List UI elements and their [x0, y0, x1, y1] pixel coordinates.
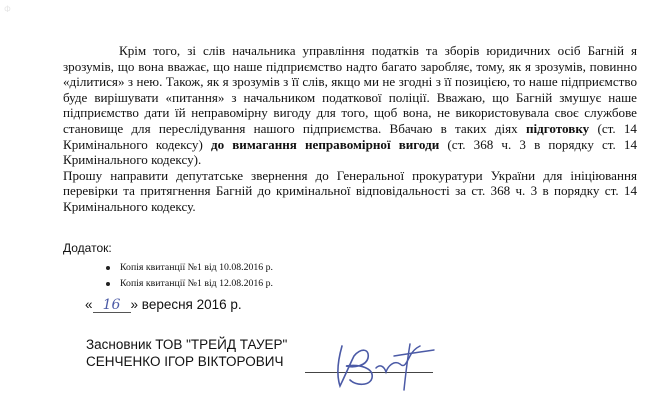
- signer-name: СЕНЧЕНКО ІГОР ВІКТОРОВИЧ: [86, 354, 284, 369]
- handwritten-signature: [320, 334, 438, 392]
- body-text: [63, 43, 637, 215]
- date-day: 16: [93, 298, 131, 313]
- list-item: Копія квитанції №1 від 10.08.2016 р.: [106, 260, 273, 276]
- signer-title: Засновник ТОВ "ТРЕЙД ТАУЕР": [86, 337, 288, 352]
- date-open-quote: «: [85, 297, 93, 312]
- attachments-label: Додаток:: [63, 241, 112, 255]
- list-item: Копія квитанції №1 від 12.08.2016 р.: [106, 276, 273, 292]
- date-line: [85, 297, 242, 313]
- bold-extortion: до вимагання неправомірної вигоди: [210, 136, 440, 152]
- paragraph-1-ref-1: (ст. 14 Кримінального кодексу): [63, 120, 637, 152]
- date-month-year: вересня 2016 р.: [141, 297, 242, 312]
- date-close-quote: »: [130, 297, 139, 312]
- attachments-list: [106, 260, 273, 292]
- paragraph-1-text: Крім того, зі слів начальника управління податків та зборів юридичних осіб Багній я зрозумів, що вона вважає, що наше підприємство надто багато заробляє, тому, як я зрозумів, повинно «ділитися» з нею. Також, як я зрозумів з її слів, якщо ми не згодні з її позицією, то наше підприємство буде вирішувати «питання» з начальником податкової поліції. Вважаю, що Багній змушує наше підприємство дати їй неправомірну вигоду для того, щоб вона, не використовувала своє службове становище для переслідування нашого підприємства. Вбачаю в таких діях: [63, 43, 637, 136]
- corner-mark: Ф: [4, 4, 12, 14]
- paragraph-1: [63, 43, 637, 168]
- signer-block: [86, 336, 287, 370]
- paragraph-1-ref-2: (ст. 368 ч. 3 в порядку ст. 14 Кримінального кодексу).: [63, 136, 638, 168]
- paragraph-2: Прошу направити депутатське звернення до Генеральної прокуратури України для ініціювання перевірки та притягнення Багній до кримінальної відповідальності за ст. 368 ч. 3 в порядку ст. 14 Кримінального кодексу.: [63, 167, 637, 214]
- bold-preparation: підготовку: [525, 120, 590, 136]
